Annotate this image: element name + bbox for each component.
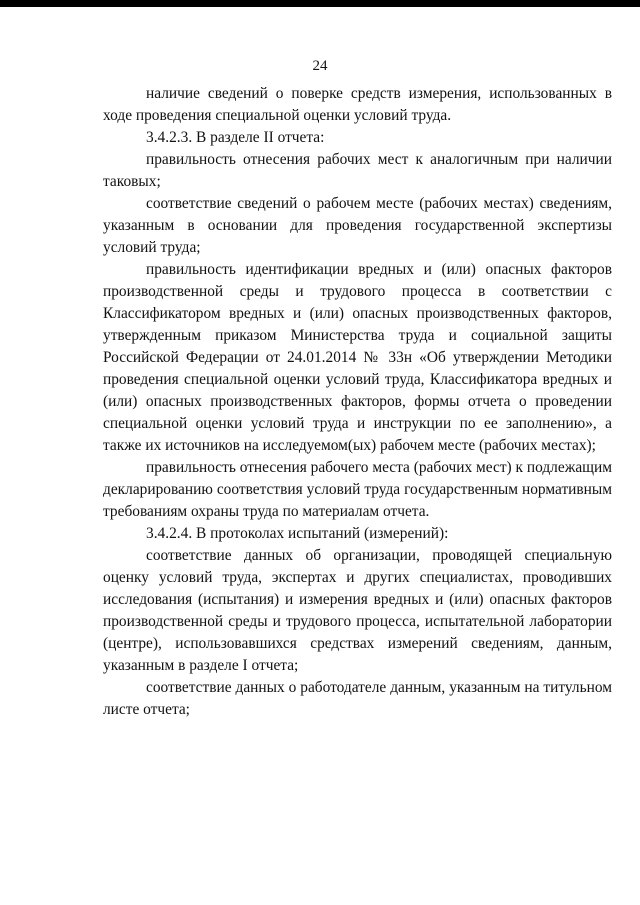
paragraph-section-3-4-2-4: 3.4.2.4. В протоколах испытаний (измерений): (146, 525, 449, 542)
paragraph-organization-data-match: соответствие данных об организации, проводящей специальную оценку условий труда, экспертах и других специалистах, проводивших исследования (испытания) и измерения вредных и (или) опасных факторов производственной среды и трудового процесса, испытательной лаборатории (центре), использовавшихся средствах измерений сведениям, данным, указанным в разделе I отчета; (103, 547, 612, 674)
page-number: 24 (312, 58, 328, 74)
paragraph-factor-identification: правильность идентификации вредных и (или) опасных факторов производственной среды и трудового процесса в соответствии с Классификатором вредных и (или) опасных производственных факторов, утвержденным приказом Министерства труда и социальной защиты Российской Федерации от 24.01.2014 № 33н «Об утверждении Методики проведения специальной оценки условий труда, Классификатора вредных и (или) опасных производственных факторов, формы отчета о проведении специальной оценки условий труда и инструкции по ее заполнению», а также их источников на исследуемом(ых) рабочем месте (рабочих местах); (103, 261, 612, 454)
top-border-rule (0, 0, 640, 7)
paragraph-section-3-4-2-3: 3.4.2.3. В разделе II отчета: (146, 129, 325, 146)
paragraph-analogous-workplaces: правильность отнесения рабочих мест к аналогичным при наличии таковых; (103, 151, 612, 190)
paragraph-declaration-eligibility: правильность отнесения рабочего места (рабочих мест) к подлежащим декларированию соответствия условий труда государственным нормативным требованиям охраны труда по материалам отчета. (103, 459, 612, 520)
paragraph-verification-info: наличие сведений о поверке средств измерения, использованных в ходе проведения специальной оценки условий труда. (103, 85, 612, 124)
paragraph-workplace-info-match: соответствие сведений о рабочем месте (рабочих местах) сведениям, указанным в основании для проведения государственной экспертизы условий труда; (103, 195, 612, 256)
paragraph-employer-data-match: соответствие данных о работодателе данным, указанным на титульном листе отчета; (103, 679, 612, 718)
document-body (103, 83, 612, 721)
